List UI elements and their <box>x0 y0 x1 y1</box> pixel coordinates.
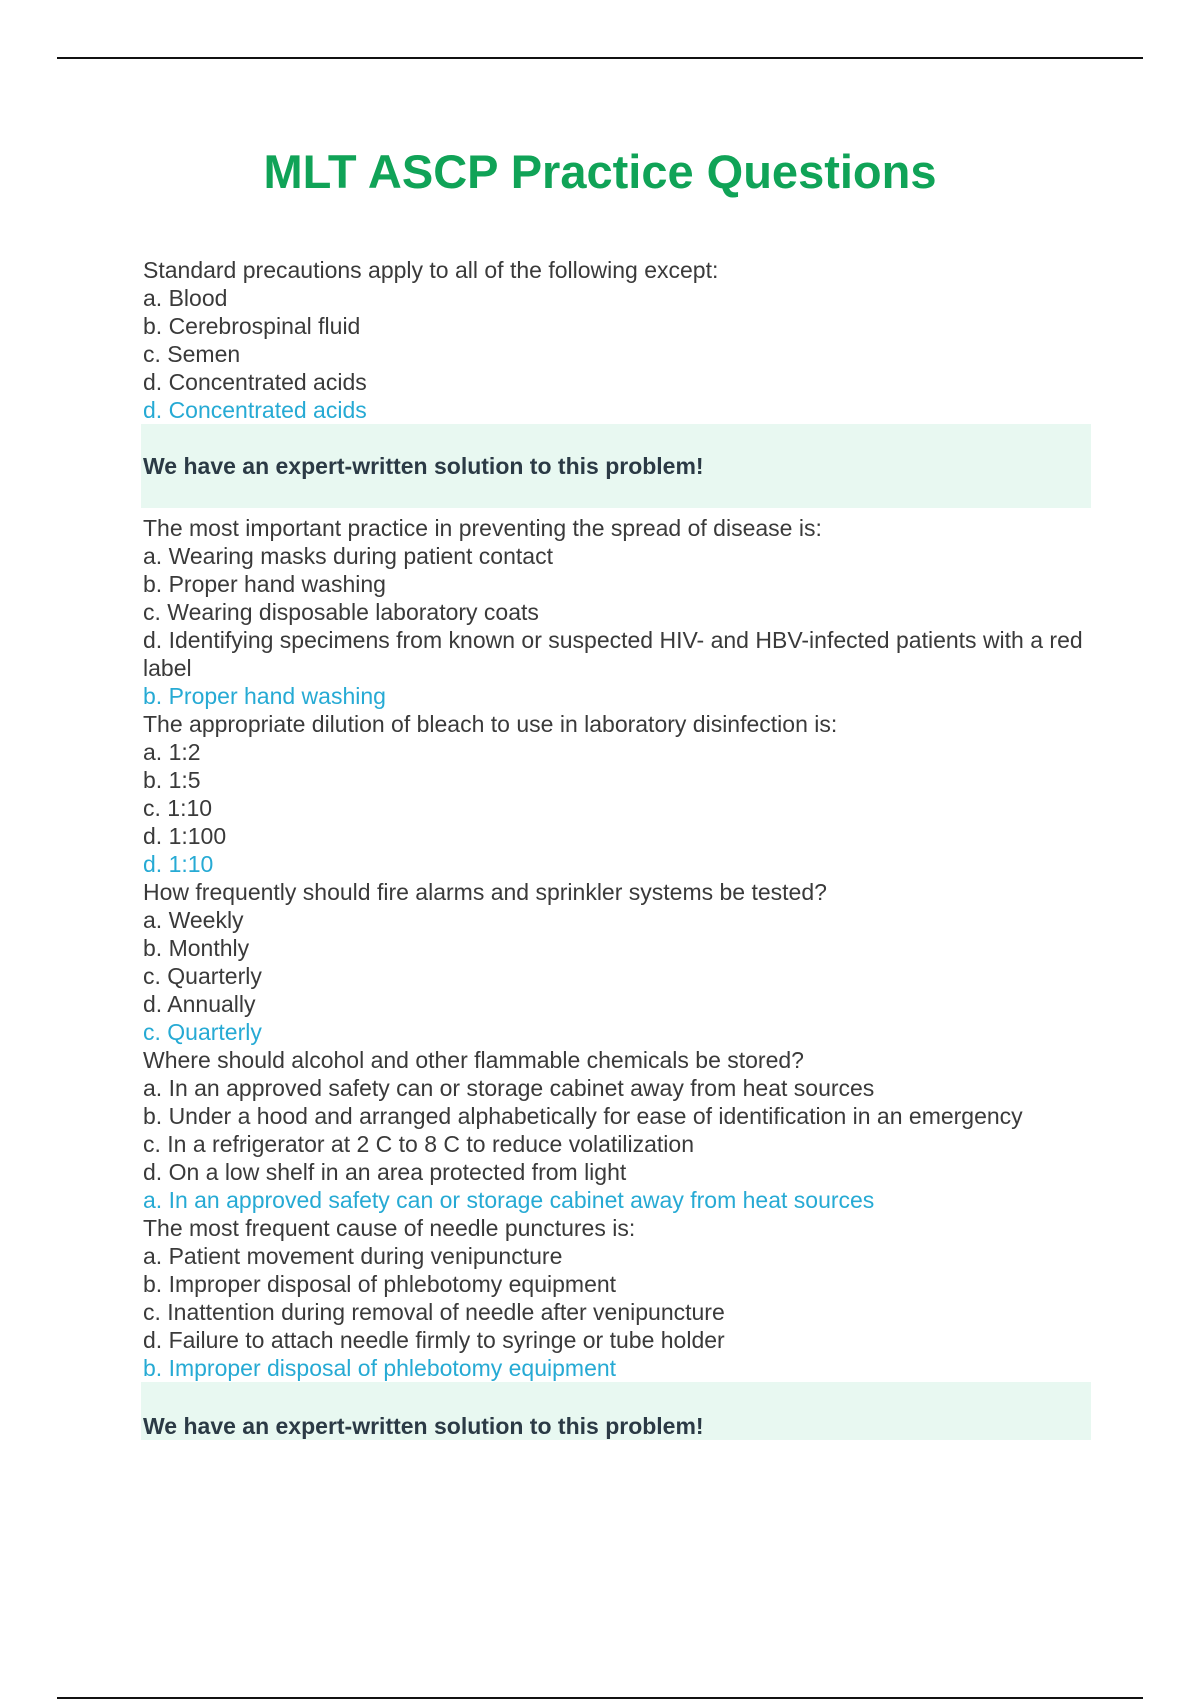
option: d. Failure to attach needle firmly to syringe or tube holder <box>143 1327 725 1353</box>
option: b. 1:5 <box>143 767 201 793</box>
option: b. Improper disposal of phlebotomy equipment <box>143 1271 617 1297</box>
option: d. Annually <box>143 991 256 1017</box>
questions-content <box>143 256 1093 1440</box>
question-text: The most frequent cause of needle punctures is: <box>143 1215 636 1241</box>
option: c. Quarterly <box>143 963 262 989</box>
option: b. Under a hood and arranged alphabetically for ease of identification in an emergency <box>143 1103 1023 1129</box>
page-title: MLT ASCP Practice Questions <box>263 145 937 198</box>
question-block <box>143 710 1093 878</box>
question-text: How frequently should fire alarms and sprinkler systems be tested? <box>143 879 827 905</box>
option: d. Identifying specimens from known or suspected HIV- and HBV-infected patients with a red label <box>143 627 1083 681</box>
option: a. 1:2 <box>143 739 201 765</box>
answer: b. Proper hand washing <box>143 683 386 709</box>
option: d. On a low shelf in an area protected from light <box>143 1159 627 1185</box>
option: c. In a refrigerator at 2 C to 8 C to reduce volatilization <box>143 1131 694 1157</box>
question-text: Where should alcohol and other flammable chemicals be stored? <box>143 1047 804 1073</box>
option: a. Weekly <box>143 907 244 933</box>
question-block <box>143 256 1093 424</box>
top-rule <box>57 57 1143 59</box>
question-block <box>143 1214 1093 1382</box>
answer: b. Improper disposal of phlebotomy equipment <box>143 1355 617 1381</box>
question-text: The appropriate dilution of bleach to use in laboratory disinfection is: <box>143 711 838 737</box>
option: c. Wearing disposable laboratory coats <box>143 599 539 625</box>
option: a. Wearing masks during patient contact <box>143 543 553 569</box>
option: d. 1:100 <box>143 823 227 849</box>
question-block <box>143 878 1093 1046</box>
expert-solution-banner[interactable]: We have an expert-written solution to this problem! <box>141 1382 1091 1440</box>
answer: d. 1:10 <box>143 851 214 877</box>
bottom-rule <box>57 1697 1143 1699</box>
answer: d. Concentrated acids <box>143 397 367 423</box>
option: a. In an approved safety can or storage cabinet away from heat sources <box>143 1075 875 1101</box>
answer: c. Quarterly <box>143 1019 262 1045</box>
option: a. Patient movement during venipuncture <box>143 1243 563 1269</box>
option: c. 1:10 <box>143 795 213 821</box>
option: c. Inattention during removal of needle after venipuncture <box>143 1299 725 1325</box>
option: a. Blood <box>143 285 228 311</box>
question-text: Standard precautions apply to all of the following except: <box>143 257 719 283</box>
option: b. Proper hand washing <box>143 571 386 597</box>
option: c. Semen <box>143 341 241 367</box>
option: b. Cerebrospinal fluid <box>143 313 361 339</box>
expert-solution-banner[interactable]: We have an expert-written solution to this problem! <box>141 424 1091 508</box>
answer: a. In an approved safety can or storage cabinet away from heat sources <box>143 1187 875 1213</box>
option: b. Monthly <box>143 935 250 961</box>
question-block <box>143 1046 1093 1214</box>
option: d. Concentrated acids <box>143 369 367 395</box>
question-block <box>143 514 1093 710</box>
question-text: The most important practice in preventing the spread of disease is: <box>143 515 822 541</box>
